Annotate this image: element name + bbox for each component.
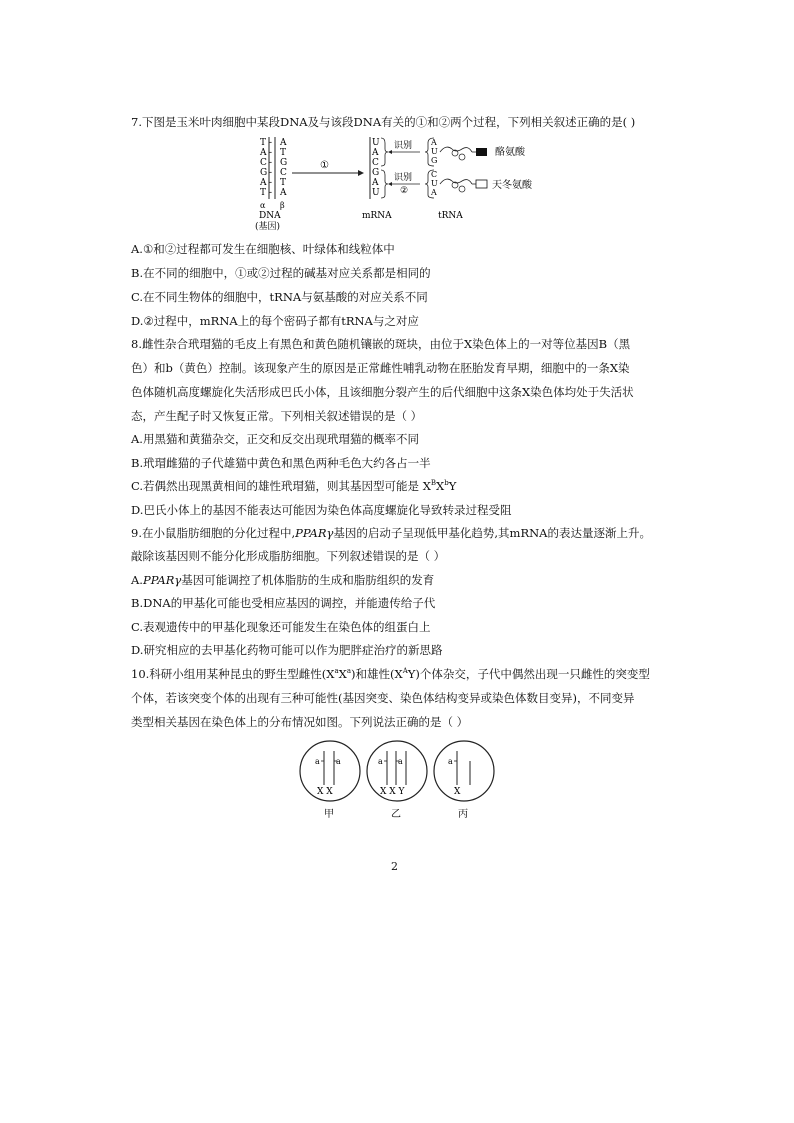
mrna-base: A xyxy=(372,148,379,158)
q7-option-a: A.①和②过程都可发生在细胞核、叶绿体和线粒体中 xyxy=(131,242,395,256)
q8-option-c: C.若偶然出现黑黄相间的雄性玳瑁猫，则其基因型可能是 $X^BX^bY$ xyxy=(131,479,457,493)
cell-label: 乙 xyxy=(391,809,401,820)
dna-base: C xyxy=(280,168,287,178)
q8-stem-line: 8.雌性杂合玳瑁猫的毛皮上有黑色和黄色随机镶嵌的斑块，由位于X染色体上的一对等位基因B（黑 xyxy=(131,337,631,351)
recognize-label-2: 识别 xyxy=(394,173,413,183)
q9-option-b: B.DNA的甲基化可能也受相应基因的调控，并能遗传给子代 xyxy=(131,596,436,610)
q8-option-d: D.巴氏小体上的基因不能表达可能因为染色体高度螺旋化导致转录过程受阻 xyxy=(131,503,512,517)
q10-stem-line: 类型相关基因在染色体上的分布情况如图。下列说法正确的是（ ） xyxy=(131,715,469,729)
process1-label: ① xyxy=(320,160,329,171)
gene-label: a xyxy=(378,757,383,766)
dna-base: A xyxy=(280,188,287,198)
q8-option-b: B.玳瑁雌猫的子代雄猫中黄色和黑色两种毛色大约各占一半 xyxy=(131,456,431,470)
trna2-anticodon xyxy=(430,170,438,197)
q10-cells-figure xyxy=(290,737,505,827)
q8-stem-line: 态，产生配子时又恢复正常。下列相关叙述错误的是（ ） xyxy=(131,409,423,423)
dna-base: T xyxy=(280,148,287,158)
q9-stem-line: 敲除该基因则不能分化形成脂肪细胞。下列叙述错误的是（ ） xyxy=(131,549,446,563)
mrna-base: C xyxy=(372,158,379,168)
q7-option-d: D.②过程中，mRNA上的每个密码子都有tRNA与之对应 xyxy=(131,314,419,328)
svg-text:-: - xyxy=(269,188,273,198)
q7-option-c: C.在不同生物体的细胞中，tRNA与氨基酸的对应关系不同 xyxy=(131,290,428,304)
dna-label: DNA xyxy=(259,211,281,221)
amino-acid-2-block xyxy=(476,180,487,188)
alpha-label: α xyxy=(260,201,266,210)
svg-text:U: U xyxy=(431,147,438,156)
chromosome-label: X X xyxy=(317,787,333,797)
q9-option-c: C.表观遗传中的甲基化现象还可能发生在染色体的组蛋白上 xyxy=(131,620,431,634)
beta-label: β xyxy=(280,201,285,210)
dna-base: G xyxy=(280,158,288,168)
dna-base: T xyxy=(260,188,267,198)
q8-option-a: A.用黑猫和黄猫杂交，正交和反交出现玳瑁猫的概率不同 xyxy=(131,432,419,446)
dna-base: A xyxy=(260,178,267,188)
svg-text:-: - xyxy=(269,168,273,178)
q10-stem-line: 10.科研小组用某种昆虫的野生型雌性$(X^aX^a)$和雄性$(X^AY)$个体杂交，子代中偶然出现一只雌性的突变型 xyxy=(131,667,650,681)
dna-base: C xyxy=(260,158,267,168)
dna-base: A xyxy=(260,148,267,158)
q7-stem: 7.下图是玉米叶肉细胞中某段DNA及与该段DNA有关的①和②两个过程，下列相关叙述正确的是( ) xyxy=(131,115,636,129)
dna-base: T xyxy=(280,178,287,188)
svg-text:U: U xyxy=(431,179,438,188)
page-number: 2 xyxy=(391,860,398,873)
gene-label: a xyxy=(336,757,341,766)
q7-figure xyxy=(250,135,540,235)
mrna-label: mRNA xyxy=(362,211,392,221)
trna1-anticodon xyxy=(430,138,438,165)
chromosome-label: X X Y xyxy=(380,787,405,797)
svg-text:A: A xyxy=(431,188,437,197)
mrna-base: G xyxy=(372,168,380,178)
cell-label: 丙 xyxy=(458,809,468,820)
gene-label: a xyxy=(315,757,320,766)
svg-text:-: - xyxy=(269,138,273,148)
q8-stem-line: 色体随机高度螺旋化失活形成巴氏小体，且该细胞分裂产生的后代细胞中这条X染色体均处于失活状 xyxy=(131,385,634,399)
svg-text:-: - xyxy=(269,158,273,168)
q7-option-b: B.在不同的细胞中，①或②过程的碱基对应关系都是相同的 xyxy=(131,266,431,280)
recognize-label-1: 识别 xyxy=(394,141,413,151)
svg-text:-: - xyxy=(269,178,273,188)
mrna-base: U xyxy=(372,188,380,198)
q9-stem-line: 9.在小鼠脂肪细胞的分化过程中,PPARγ基因的启动子呈现低甲基化趋势,其mRNA的表达量逐渐上升。 xyxy=(131,526,651,540)
svg-text:-: - xyxy=(269,148,273,158)
cell-label: 甲 xyxy=(324,809,334,820)
gene-label: (基因) xyxy=(255,222,281,232)
mrna-base: A xyxy=(372,178,379,188)
q9-option-a: A.PPARγ基因可能调控了机体脂肪的生成和脂肪组织的发育 xyxy=(131,573,435,587)
gene-label: a xyxy=(448,757,453,766)
q9-option-d: D.研究相应的去甲基化药物可能可以作为肥胖症治疗的新思路 xyxy=(131,643,443,657)
dna-base: A xyxy=(280,138,287,148)
amino-acid-2: 天冬氨酸 xyxy=(492,180,532,191)
svg-text:G: G xyxy=(431,156,438,165)
dna-strand-alpha xyxy=(259,138,267,198)
q8-stem-line: 色）和b（黄色）控制。该现象产生的原因是正常雌性哺乳动物在胚胎发育早期，细胞中的一条X染 xyxy=(131,361,630,375)
chromosome-label: X xyxy=(454,787,461,797)
dna-strand-beta xyxy=(279,138,287,198)
amino-acid-1-block xyxy=(476,148,487,156)
mrna-strand xyxy=(371,138,380,198)
svg-text:C: C xyxy=(431,170,438,179)
mrna-base: U xyxy=(372,138,380,148)
svg-text:A: A xyxy=(431,138,437,147)
trna-label: tRNA xyxy=(438,211,463,221)
dna-base: T xyxy=(260,138,267,148)
amino-acid-1: 酪氨酸 xyxy=(495,147,525,158)
cell-bing xyxy=(434,741,494,801)
dna-base: G xyxy=(260,168,268,178)
q10-stem-line: 个体，若该突变个体的出现有三种可能性(基因突变、染色体结构变异或染色体数目变异)，不同变异 xyxy=(131,691,635,705)
gene-label: a xyxy=(398,757,403,766)
process2-label: ② xyxy=(400,186,409,196)
